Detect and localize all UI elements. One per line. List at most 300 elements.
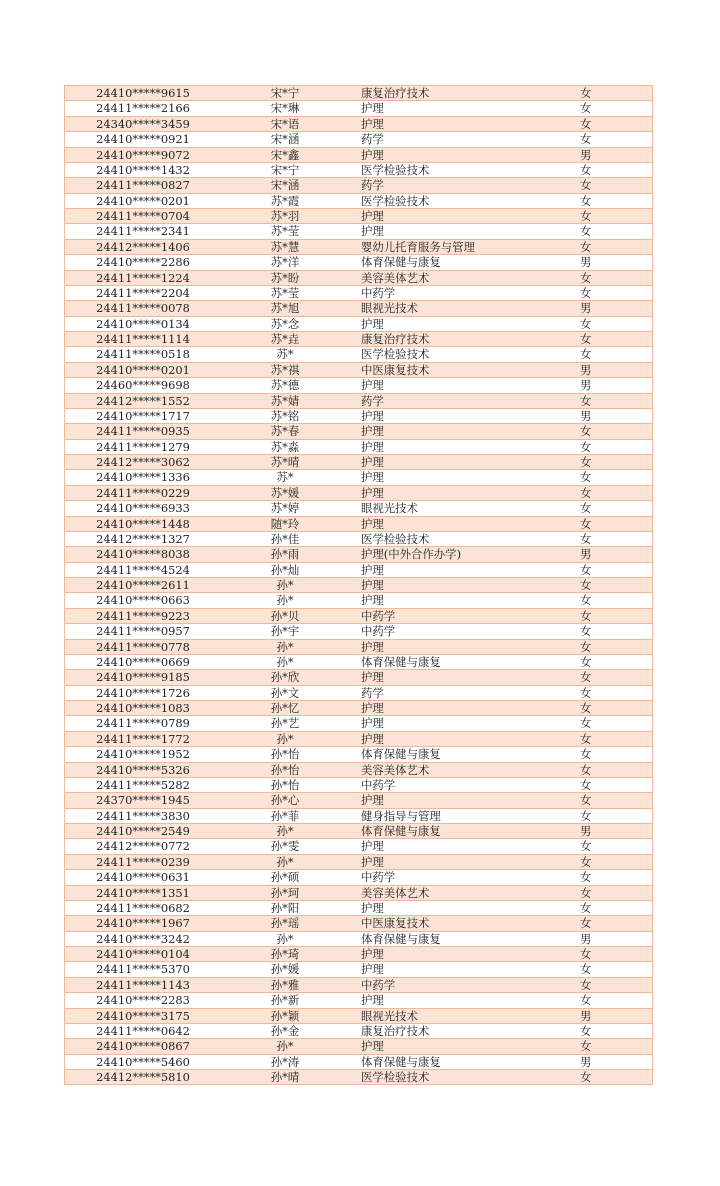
gender-cell (570, 101, 653, 116)
gender-cell-text: 女 (580, 962, 592, 977)
student-name-cell (253, 470, 361, 485)
gender-cell (570, 132, 653, 147)
major-cell-text: 护理 (361, 116, 384, 131)
student-name-cell (253, 654, 361, 669)
exam-number-cell (65, 162, 254, 177)
gender-cell (570, 977, 653, 992)
exam-number-cell (65, 562, 254, 577)
exam-number-cell-text: 24410*****3242 (96, 931, 190, 946)
major-cell-text: 药学 (361, 685, 384, 700)
student-name-cell (253, 993, 361, 1008)
student-name-cell-text: 孙* (276, 931, 294, 946)
gender-cell (570, 808, 653, 823)
gender-cell-text: 女 (580, 977, 592, 992)
exam-number-cell-text: 24410*****2611 (96, 578, 190, 592)
exam-number-cell (65, 793, 254, 808)
exam-number-cell-text: 24410*****8038 (96, 547, 190, 562)
exam-number-cell (65, 947, 254, 962)
major-cell (361, 670, 570, 685)
student-name-cell-text: 孙*新 (270, 993, 300, 1008)
gender-cell (570, 455, 653, 470)
student-name-cell-text: 苏*慧 (270, 239, 300, 254)
student-name-cell (253, 593, 361, 608)
exam-number-cell-text: 24411*****0682 (96, 900, 190, 915)
major-cell-text: 体育保健与康复 (361, 1054, 441, 1069)
student-name-cell (253, 685, 361, 700)
exam-number-cell-text: 24410*****0867 (96, 1039, 190, 1054)
student-name-cell (253, 239, 361, 254)
student-name-cell (253, 116, 361, 131)
table-row (65, 993, 653, 1008)
student-name-cell (253, 132, 361, 147)
student-name-cell-text: 孙*佳 (270, 531, 300, 546)
exam-number-cell (65, 485, 254, 500)
student-name-cell-text: 苏*莹 (270, 224, 300, 239)
student-name-cell (253, 547, 361, 562)
exam-number-cell (65, 701, 254, 716)
table-row (65, 393, 653, 408)
student-name-cell-text: 孙*忆 (270, 701, 300, 715)
student-name-cell-text: 苏* (276, 470, 294, 485)
major-cell (361, 947, 570, 962)
table-row (65, 470, 653, 485)
student-name-cell (253, 762, 361, 777)
gender-cell (570, 654, 653, 669)
student-name-cell (253, 977, 361, 992)
exam-number-cell (65, 624, 254, 639)
table-row (65, 224, 653, 239)
gender-cell (570, 1054, 653, 1069)
gender-cell (570, 578, 653, 593)
exam-number-cell-text: 24410*****1448 (96, 516, 190, 531)
exam-number-cell (65, 777, 254, 792)
gender-cell-text: 女 (580, 947, 592, 961)
gender-cell-text: 男 (580, 147, 592, 162)
gender-cell-text: 女 (580, 162, 592, 177)
exam-number-cell (65, 332, 254, 347)
major-cell (361, 685, 570, 700)
student-name-cell-text: 孙*文 (270, 685, 300, 700)
major-cell (361, 270, 570, 285)
major-cell-text: 医学检验技术 (361, 347, 430, 362)
student-name-cell-text: 孙*怡 (270, 777, 300, 792)
gender-cell (570, 762, 653, 777)
exam-number-cell (65, 209, 254, 224)
student-name-cell-text: 孙*欣 (270, 670, 300, 685)
student-name-cell (253, 408, 361, 423)
exam-number-cell-text: 24411*****1143 (96, 977, 190, 992)
major-cell-text: 护理 (361, 470, 384, 485)
major-cell (361, 701, 570, 716)
major-cell-text: 护理 (361, 962, 384, 977)
major-cell-text: 中药学 (361, 285, 396, 300)
student-name-cell-text: 孙*晴 (270, 1070, 300, 1084)
student-name-cell-text: 宋*涵 (270, 178, 300, 193)
major-cell-text: 护理 (361, 408, 384, 423)
gender-cell-text: 女 (580, 639, 592, 654)
gender-cell (570, 378, 653, 393)
major-cell-text: 美容美体艺术 (361, 885, 430, 900)
exam-number-cell-text: 24411*****1114 (96, 332, 190, 346)
gender-cell-text: 女 (580, 916, 592, 931)
major-cell-text: 中药学 (361, 624, 396, 639)
student-name-cell (253, 316, 361, 331)
major-cell (361, 393, 570, 408)
student-name-cell (253, 224, 361, 239)
exam-number-cell (65, 685, 254, 700)
gender-cell (570, 916, 653, 931)
table-row (65, 147, 653, 162)
exam-number-cell (65, 931, 254, 946)
exam-number-cell-text: 24410*****1083 (96, 701, 190, 715)
table-row (65, 424, 653, 439)
student-name-cell-text: 孙* (276, 731, 294, 746)
gender-cell (570, 624, 653, 639)
major-cell-text: 眼视光技术 (361, 501, 418, 516)
student-name-cell (253, 624, 361, 639)
student-name-cell-text: 随*玲 (270, 516, 300, 531)
gender-cell-text: 女 (580, 839, 592, 854)
table-row (65, 578, 653, 593)
student-name-cell (253, 731, 361, 746)
gender-cell (570, 362, 653, 377)
major-cell-text: 护理 (361, 854, 384, 869)
exam-number-cell-text: 24411*****1224 (96, 270, 190, 285)
exam-number-cell (65, 516, 254, 531)
gender-cell-text: 女 (580, 870, 592, 885)
exam-number-cell (65, 378, 254, 393)
table-row (65, 885, 653, 900)
student-name-cell (253, 900, 361, 915)
exam-number-cell (65, 1008, 254, 1023)
exam-number-cell (65, 178, 254, 193)
student-name-cell (253, 285, 361, 300)
student-name-cell (253, 347, 361, 362)
student-name-cell (253, 362, 361, 377)
student-name-cell (253, 147, 361, 162)
table-row (65, 701, 653, 716)
major-cell (361, 777, 570, 792)
exam-number-cell-text: 24410*****1351 (96, 885, 190, 900)
student-name-cell-text: 宋*宁 (270, 86, 300, 100)
major-cell (361, 162, 570, 177)
gender-cell (570, 824, 653, 839)
gender-cell-text: 女 (580, 224, 592, 239)
table-row (65, 316, 653, 331)
student-name-cell (253, 209, 361, 224)
student-name-cell-text: 孙*贝 (270, 608, 300, 623)
major-cell (361, 1039, 570, 1054)
gender-cell (570, 777, 653, 792)
table-row (65, 239, 653, 254)
gender-cell-text: 女 (580, 1023, 592, 1038)
major-cell (361, 731, 570, 746)
exam-number-cell (65, 501, 254, 516)
student-name-cell (253, 608, 361, 623)
gender-cell (570, 347, 653, 362)
gender-cell (570, 393, 653, 408)
student-name-cell-text: 苏*羽 (270, 209, 300, 223)
gender-cell-text: 女 (580, 900, 592, 915)
student-name-cell (253, 270, 361, 285)
student-name-cell-text: 孙*珂 (270, 885, 300, 900)
major-cell (361, 962, 570, 977)
table-row (65, 255, 653, 270)
exam-number-cell-text: 24411*****1279 (96, 439, 190, 454)
student-name-cell-text: 孙*雅 (270, 977, 300, 992)
table-row (65, 900, 653, 915)
student-name-cell-text: 孙*媛 (270, 962, 300, 977)
gender-cell-text: 女 (580, 270, 592, 285)
gender-cell (570, 716, 653, 731)
major-cell-text: 中药学 (361, 608, 396, 623)
table-row (65, 193, 653, 208)
student-name-cell (253, 101, 361, 116)
student-name-cell (253, 193, 361, 208)
exam-number-cell (65, 86, 254, 101)
exam-number-cell (65, 716, 254, 731)
exam-number-cell (65, 608, 254, 623)
major-cell-text: 眼视光技术 (361, 301, 418, 316)
gender-cell-text: 女 (580, 562, 592, 577)
student-name-cell (253, 747, 361, 762)
table-row (65, 716, 653, 731)
table-row (65, 777, 653, 792)
student-name-cell (253, 962, 361, 977)
student-name-cell-text: 孙* (276, 654, 294, 669)
major-cell-text: 体育保健与康复 (361, 824, 441, 838)
table-row (65, 808, 653, 823)
gender-cell (570, 885, 653, 900)
exam-number-cell (65, 193, 254, 208)
student-name-cell (253, 916, 361, 931)
gender-cell (570, 747, 653, 762)
exam-number-cell (65, 993, 254, 1008)
table-row (65, 116, 653, 131)
major-cell (361, 224, 570, 239)
gender-cell-text: 女 (580, 516, 592, 531)
exam-number-cell (65, 116, 254, 131)
student-name-cell-text: 孙* (276, 854, 294, 869)
gender-cell-text: 女 (580, 132, 592, 147)
exam-number-cell-text: 24410*****0104 (96, 947, 190, 961)
student-name-cell-text: 苏*春 (270, 424, 300, 439)
gender-cell-text: 男 (580, 1054, 592, 1069)
gender-cell-text: 女 (580, 654, 592, 669)
exam-number-cell-text: 24410*****0921 (96, 132, 190, 147)
major-cell-text: 护理 (361, 839, 384, 854)
gender-cell-text: 女 (580, 685, 592, 700)
exam-number-cell (65, 316, 254, 331)
exam-number-cell-text: 24411*****2166 (96, 101, 190, 116)
student-name-cell (253, 516, 361, 531)
exam-number-cell-text: 24411*****0778 (96, 639, 190, 654)
major-cell (361, 485, 570, 500)
student-table (64, 85, 653, 1085)
student-name-cell-text: 孙*阳 (270, 900, 300, 915)
exam-number-cell (65, 808, 254, 823)
gender-cell (570, 439, 653, 454)
table-row (65, 531, 653, 546)
major-cell-text: 护理 (361, 424, 384, 439)
exam-number-cell-text: 24411*****5282 (96, 777, 190, 792)
student-name-cell (253, 839, 361, 854)
gender-cell (570, 193, 653, 208)
exam-number-cell-text: 24410*****1967 (96, 916, 190, 931)
exam-number-cell (65, 547, 254, 562)
major-cell-text: 药学 (361, 178, 384, 193)
gender-cell (570, 285, 653, 300)
exam-number-cell (65, 885, 254, 900)
gender-cell-text: 男 (580, 255, 592, 270)
student-name-cell (253, 86, 361, 101)
exam-number-cell-text: 24410*****0669 (96, 654, 190, 669)
major-cell (361, 1023, 570, 1038)
gender-cell (570, 531, 653, 546)
table-row (65, 931, 653, 946)
major-cell-text: 中药学 (361, 870, 396, 885)
exam-number-cell-text: 24411*****0239 (96, 854, 190, 869)
major-cell (361, 101, 570, 116)
table-row (65, 685, 653, 700)
major-cell-text: 护理 (361, 900, 384, 915)
gender-cell (570, 239, 653, 254)
gender-cell-text: 女 (580, 86, 592, 100)
exam-number-cell-text: 24411*****0229 (96, 485, 190, 500)
major-cell (361, 531, 570, 546)
major-cell-text: 健身指导与管理 (361, 808, 441, 823)
gender-cell-text: 女 (580, 424, 592, 439)
gender-cell (570, 993, 653, 1008)
exam-number-cell-text: 24410*****5326 (96, 762, 190, 777)
gender-cell (570, 685, 653, 700)
major-cell-text: 中医康复技术 (361, 916, 430, 931)
exam-number-cell-text: 24411*****9223 (96, 608, 190, 623)
student-name-cell (253, 1023, 361, 1038)
exam-number-cell (65, 1054, 254, 1069)
exam-number-cell-text: 24410*****5460 (96, 1054, 190, 1069)
major-cell (361, 439, 570, 454)
exam-number-cell-text: 24411*****3830 (96, 808, 190, 823)
student-name-cell-text: 苏*念 (270, 316, 300, 331)
major-cell (361, 624, 570, 639)
gender-cell-text: 女 (580, 116, 592, 131)
gender-cell (570, 962, 653, 977)
table-row (65, 977, 653, 992)
student-name-cell-text: 孙*硕 (270, 870, 300, 885)
student-name-cell (253, 1070, 361, 1085)
major-cell-text: 护理 (361, 593, 384, 608)
major-cell-text: 护理 (361, 578, 384, 592)
exam-number-cell-text: 24411*****0518 (96, 347, 190, 362)
table-row (65, 762, 653, 777)
gender-cell-text: 女 (580, 501, 592, 516)
exam-number-cell (65, 916, 254, 931)
exam-number-cell-text: 24412*****1406 (96, 239, 190, 254)
major-cell-text: 护理 (361, 516, 384, 531)
student-name-cell (253, 885, 361, 900)
exam-number-cell-text: 24410*****3175 (96, 1008, 190, 1023)
table-row (65, 362, 653, 377)
major-cell-text: 体育保健与康复 (361, 255, 441, 270)
student-name-cell-text: 孙*瑶 (270, 916, 300, 931)
gender-cell-text: 女 (580, 731, 592, 746)
major-cell-text: 护理 (361, 639, 384, 654)
student-name-cell (253, 393, 361, 408)
table-row (65, 854, 653, 869)
student-name-cell (253, 931, 361, 946)
student-name-cell-text: 苏*婷 (270, 501, 300, 516)
exam-number-cell (65, 654, 254, 669)
major-cell (361, 501, 570, 516)
student-name-cell-text: 苏*铭 (270, 408, 300, 423)
student-name-cell-text: 苏*婧 (270, 393, 300, 408)
gender-cell-text: 女 (580, 716, 592, 731)
gender-cell-text: 女 (580, 777, 592, 792)
exam-number-cell-text: 24411*****0078 (96, 301, 190, 316)
major-cell (361, 1070, 570, 1085)
gender-cell-text: 女 (580, 239, 592, 254)
exam-number-cell-text: 24410*****9615 (96, 86, 190, 100)
exam-number-cell (65, 347, 254, 362)
table-row (65, 562, 653, 577)
major-cell (361, 608, 570, 623)
student-name-cell (253, 854, 361, 869)
student-name-cell-text: 宋*鑫 (270, 147, 300, 162)
table-row (65, 516, 653, 531)
major-cell (361, 654, 570, 669)
exam-number-cell (65, 132, 254, 147)
gender-cell (570, 731, 653, 746)
exam-number-cell-text: 24410*****1717 (96, 408, 190, 423)
exam-number-cell (65, 470, 254, 485)
table-row (65, 870, 653, 885)
major-cell (361, 854, 570, 869)
major-cell-text: 医学检验技术 (361, 1070, 430, 1084)
gender-cell-text: 女 (580, 455, 592, 469)
gender-cell-text: 女 (580, 670, 592, 685)
student-name-cell-text: 宋*涵 (270, 132, 300, 147)
exam-number-cell-text: 24411*****4524 (96, 562, 190, 577)
gender-cell-text: 女 (580, 316, 592, 331)
major-cell (361, 793, 570, 808)
table-row (65, 501, 653, 516)
gender-cell-text: 男 (580, 547, 592, 562)
major-cell (361, 993, 570, 1008)
student-name-cell (253, 701, 361, 716)
major-cell-text: 中药学 (361, 977, 396, 992)
major-cell (361, 1008, 570, 1023)
major-cell (361, 239, 570, 254)
major-cell-text: 护理 (361, 701, 384, 715)
gender-cell-text: 女 (580, 209, 592, 223)
gender-cell (570, 209, 653, 224)
student-name-cell (253, 777, 361, 792)
student-name-cell (253, 255, 361, 270)
major-cell-text: 药学 (361, 132, 384, 147)
student-name-cell (253, 439, 361, 454)
major-cell-text: 体育保健与康复 (361, 654, 441, 669)
student-name-cell-text: 苏*德 (270, 378, 300, 393)
table-row (65, 1070, 653, 1085)
gender-cell (570, 485, 653, 500)
gender-cell (570, 608, 653, 623)
table-row (65, 608, 653, 623)
gender-cell-text: 女 (580, 701, 592, 715)
gender-cell (570, 516, 653, 531)
student-name-cell-text: 苏*旭 (270, 301, 300, 316)
major-cell-text: 体育保健与康复 (361, 931, 441, 946)
